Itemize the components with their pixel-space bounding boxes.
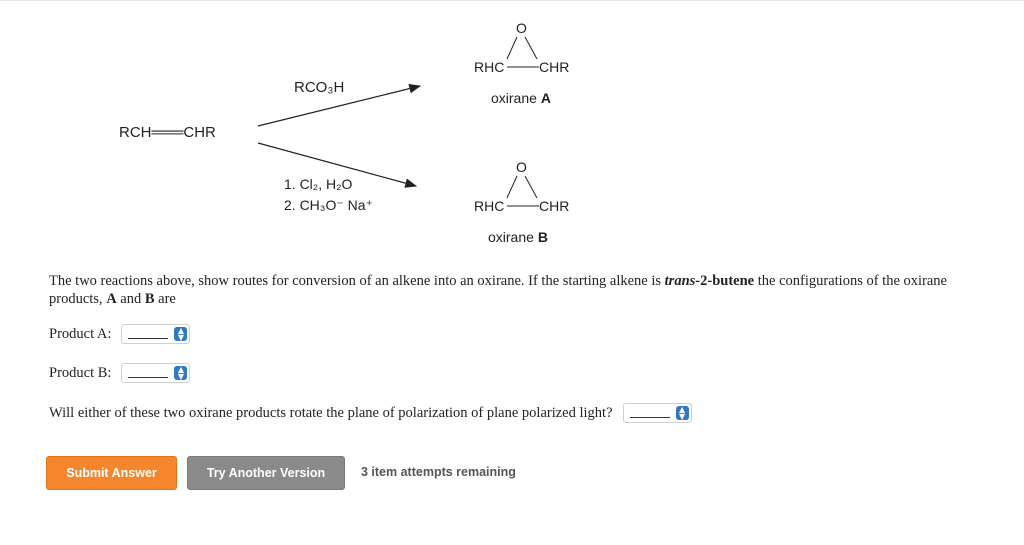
rotation-question-row [49, 403, 692, 423]
question-text: The two reactions above, show routes for conversion of an alkene into an oxirane. If the starting alkene is trans-2-butene the configurations of the oxirane products, A and B are [49, 273, 947, 307]
peracid-reagent: RCO₃H [294, 79, 345, 96]
updown-chevron-icon[interactable]: ▲ ▼ [174, 327, 187, 341]
rotation-select[interactable] [623, 403, 692, 423]
oxirane-b-right-carbon: CHR [539, 198, 570, 214]
product-b-label: Product B: [49, 364, 112, 381]
reaction-scheme [0, 0, 1024, 260]
try-another-version-button[interactable]: Try Another Version [187, 456, 345, 490]
reagent-step-1: 1. Cl₂, H₂O [284, 176, 353, 192]
rotation-question-label: Will either of these two oxirane products rotate the plane of polarization of plane polarized light? [49, 404, 613, 421]
updown-chevron-icon[interactable]: ▲ ▼ [174, 366, 187, 380]
oxirane-b-oxygen: O [516, 159, 527, 175]
reagent-step-2: 2. CH₃O⁻ Na⁺ [284, 197, 373, 213]
reactant-alkene: RCH═══CHR [119, 124, 216, 141]
submit-answer-button[interactable]: Submit Answer [46, 456, 177, 490]
oxirane-a-right-carbon: CHR [539, 59, 570, 75]
oxirane-b-label: oxirane B [488, 229, 548, 245]
product-b-select[interactable] [121, 363, 190, 383]
rotation-value [630, 408, 670, 418]
oxirane-a-label: oxirane A [491, 90, 551, 106]
product-b-value [128, 368, 168, 378]
product-a-row [49, 324, 190, 344]
product-a-value [128, 329, 168, 339]
product-a-label: Product A: [49, 325, 112, 342]
oxirane-a-left-carbon: RHC [474, 59, 505, 75]
attempts-remaining: 3 item attempts remaining [361, 465, 516, 479]
product-a-select[interactable] [121, 324, 190, 344]
updown-chevron-icon[interactable]: ▲ ▼ [676, 406, 689, 420]
product-b-row [49, 363, 190, 383]
oxirane-b-left-carbon: RHC [474, 198, 505, 214]
oxirane-a-oxygen: O [516, 20, 527, 36]
